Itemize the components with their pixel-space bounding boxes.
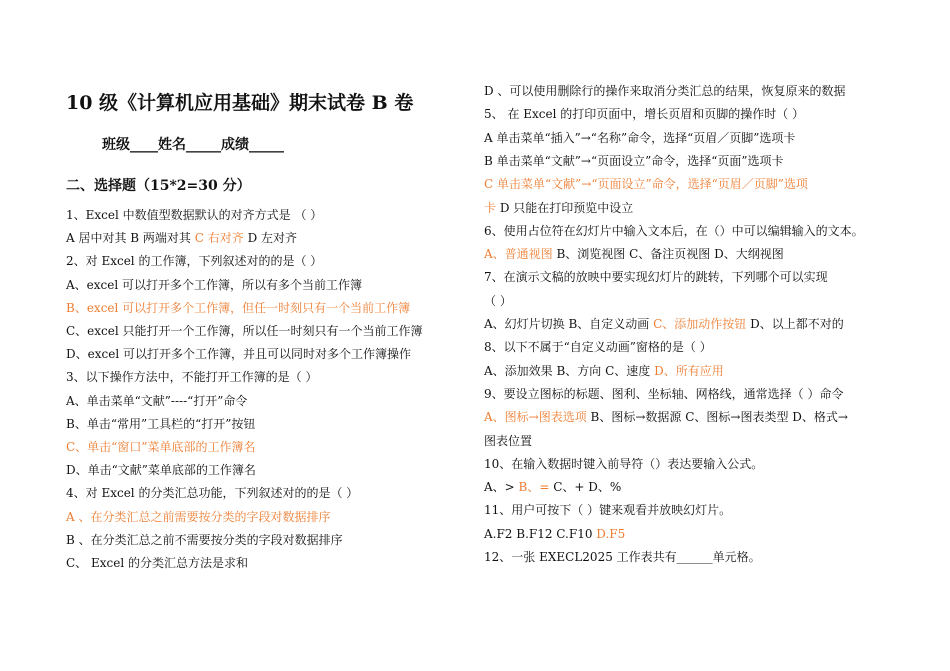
question-line: [484, 526, 625, 542]
answer-highlight: A、图标→图表选项: [484, 410, 587, 425]
question-line: [66, 509, 330, 525]
line-text: 12、一张 EXECL2025 工作表共有______单元格。: [484, 550, 761, 564]
answer-highlight: D、所有应用: [654, 363, 724, 378]
question-line: [484, 549, 761, 565]
question-line: [484, 223, 864, 239]
line-text: B 、在分类汇总之前不需要按分类的字段对数据排序: [66, 532, 343, 547]
line-text: D 左对齐: [243, 231, 298, 246]
line-text: D 、可以使用删除行的操作来取消分类汇总的结果，恢复原来的数据: [484, 84, 846, 98]
line-text: （ ）: [484, 293, 512, 308]
answer-highlight: 卡: [484, 200, 497, 215]
answer-highlight: C 单击菜单“文献”→“页面设立”命令，选择“页眉／页脚”选项: [484, 177, 808, 192]
question-line: [66, 439, 255, 455]
line-text: C、 Excel 的分类汇总方法是求和: [66, 556, 248, 570]
answer-highlight: C、单击“窗口”菜单底部的工作簿名: [66, 440, 256, 454]
question-line: [484, 269, 828, 285]
section-heading: 二、选择题（15*2=30 分）: [66, 178, 251, 194]
line-text: 图表位置: [484, 433, 533, 448]
line-text: 2、对 Excel 的工作簿，下列叙述对的的是（ ）: [66, 254, 323, 269]
line-text: A、幻灯片切换 B、自定义动画: [484, 317, 654, 331]
line-text: B、浏览视图 C、备注页视图 D、大纲视图: [552, 247, 784, 262]
question-line: [66, 462, 256, 478]
line-text: 11、用户可按下（ ）键来观看并放映幻灯片。: [484, 503, 732, 518]
line-text: D、单击“文献”菜单底部的工作簿名: [66, 463, 256, 478]
question-line: [66, 300, 410, 316]
line-text: A 单击菜单“插入”→“名称”命令，选择“页眉／页脚”选项卡: [484, 130, 796, 145]
question-line: [484, 339, 712, 355]
question-line: [66, 555, 248, 571]
question-line: [484, 363, 724, 379]
student-info-line: 班级____姓名_____成绩_____: [102, 137, 284, 153]
line-text: 3、以下操作方法中，不能打开工作簿的是（ ）: [66, 370, 318, 385]
question-line: [66, 369, 317, 385]
line-text: A、添加效果 B、方向 C、速度: [484, 363, 655, 378]
question-line: [66, 416, 255, 432]
line-text: 7、在演示文稿的放映中要实现幻灯片的跳转，下列哪个可以实现: [484, 270, 828, 285]
line-text: D 只能在打印预览中设立: [496, 200, 634, 215]
answer-highlight: B、excel 可以打开多个工作簿，但任一时刻只有一个当前工作簿: [66, 300, 411, 315]
question-line: [484, 293, 512, 309]
answer-highlight: A、普通视图: [484, 247, 553, 262]
question-line: [66, 207, 322, 223]
line-text: C、excel 只能打开一个工作簿，所以任一时刻只有一个当前工作簿: [66, 324, 423, 338]
line-text: 4、对 Excel 的分类汇总功能，下列叙述对的的是（ ）: [66, 486, 359, 501]
answer-highlight: C 右对齐: [194, 231, 244, 246]
question-line: [66, 346, 411, 362]
question-line: [484, 83, 845, 99]
question-line: [484, 316, 844, 332]
question-line: [484, 130, 795, 146]
line-text: 9、要设立图标的标题、图利、坐标轴、网格线，通常选择（ ）命令: [484, 386, 844, 401]
question-line: [66, 253, 322, 269]
question-line: [484, 200, 633, 216]
question-line: [66, 323, 423, 339]
line-text: 5、 在 Excel 的打印页面中，增长页眉和页脚的操作时（ ）: [484, 107, 805, 122]
answer-highlight: B、=: [518, 480, 550, 495]
line-text: C、+ D、%: [549, 480, 622, 495]
exam-title: 10 级《计算机应用基础》期末试卷 B 卷: [66, 92, 414, 114]
question-line: [484, 176, 808, 192]
question-line: [484, 106, 804, 122]
line-text: A、单击菜单“文献”----“打开”命令: [66, 393, 248, 408]
answer-highlight: D.F5: [596, 526, 626, 541]
line-text: 8、以下不属于“自定义动画”窗格的是（ ）: [484, 340, 712, 355]
line-text: A、excel 可以打开多个工作簿，所以有多个当前工作簿: [66, 277, 363, 292]
line-text: 10、在输入数据时键入前导符（）表达要输入公式。: [484, 456, 764, 471]
line-text: B 单击菜单“文献”→“页面设立”命令，选择“页面”选项卡: [484, 153, 784, 168]
line-text: A 居中对其 B 两端对其: [66, 231, 195, 246]
question-line: [484, 409, 848, 425]
question-line: [484, 246, 784, 262]
line-text: B、单击“常用”工具栏的“打开”按钮: [66, 416, 256, 431]
line-text: D、以上都不对的: [746, 317, 844, 331]
question-line: [66, 230, 297, 246]
question-line: [484, 386, 843, 402]
line-text: A.F2 B.F12 C.F10: [484, 526, 597, 541]
line-text: 6、使用占位符在幻灯片中输入文本后，在（）中可以编辑输入的文本。: [484, 223, 864, 238]
line-text: A、>: [484, 480, 519, 495]
question-line: [484, 153, 784, 169]
line-text: 1、Excel 中数值型数据默认的对齐方式是 （ ）: [66, 208, 323, 222]
question-line: [484, 479, 621, 495]
question-line: [484, 456, 763, 472]
answer-highlight: C、添加动作按钮: [653, 317, 747, 331]
line-text: B、图标→数据源 C、图标→图表类型 D、格式→: [586, 410, 848, 425]
question-line: [66, 277, 362, 293]
question-line: [484, 502, 731, 518]
answer-highlight: A 、在分类汇总之前需要按分类的字段对数据排序: [66, 509, 331, 524]
question-line: [66, 532, 343, 548]
line-text: D、excel 可以打开多个工作簿，并且可以同时对多个工作簿操作: [66, 347, 411, 362]
question-line: [66, 393, 247, 409]
question-line: [484, 433, 532, 449]
question-line: [66, 485, 358, 501]
